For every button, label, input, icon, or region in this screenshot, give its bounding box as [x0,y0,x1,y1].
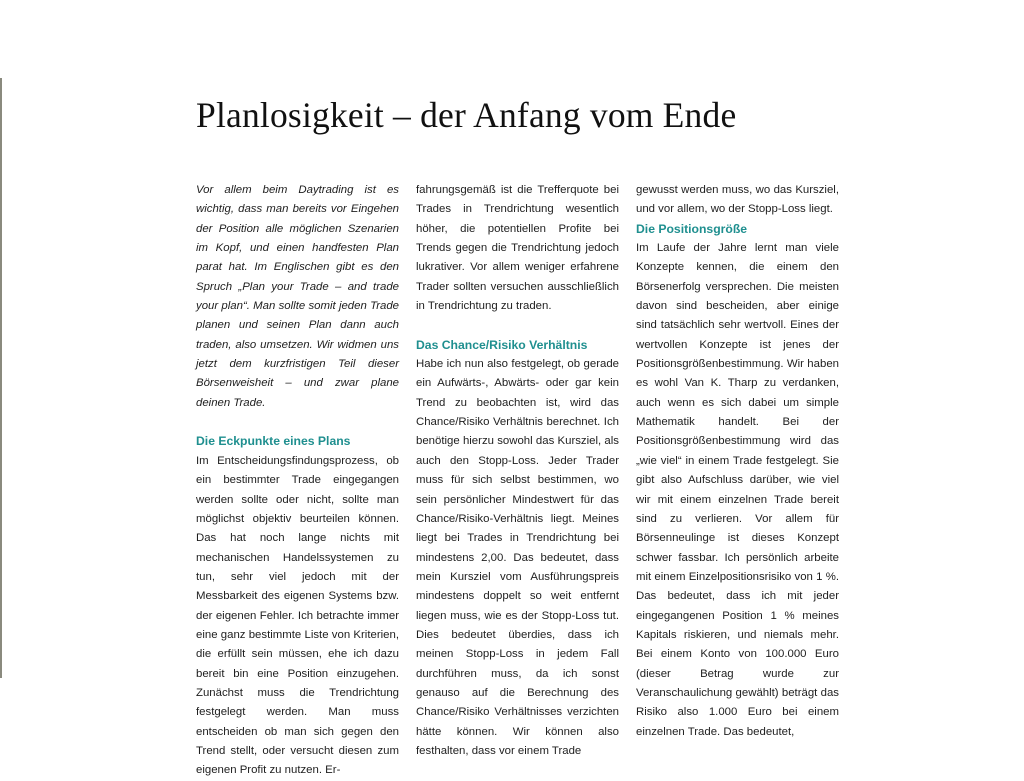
text-column-3 [636,181,839,742]
section-heading-eckpunkte: Die Eckpunkte eines Plans [196,434,351,449]
text-column-1 [196,181,399,781]
body-paragraph: Habe ich nun also festgelegt, ob gerade ein Aufwärts-, Abwärts- oder gar kein Trend zu beobachten ist, wird das Chance/Risiko Verhältnis berechnet. Ich benötige hierzu sowohl das Kursziel, als auch den Stopp-Loss. Jeder Trader muss für sich selbst bestimmen, wo sein persönlicher Mindestwert für das Chance/Risiko-Verhältnis liegt. Meines liegt bei Trades in Trendrichtung bei mindestens 2,00. Das bedeutet, dass mein Kursziel vom Ausführungspreis mindestens doppelt so weit entfernt liegen muss, wie es der Stopp-Loss tut. Dies bedeutet überdies, dass ich meinen Stopp-Loss in jedem Fall durchführen muss, da ich sonst genauso auf die Berechnung des Chance/Risiko Verhältnisses verzichten hätte können. Wir können also festhalten, dass vor einem Trade [416,358,619,757]
page-edge-line [0,78,2,678]
section-heading-positionsgroesse: Die Positionsgröße [636,221,748,236]
body-paragraph: Im Laufe der Jahre lernt man viele Konzepte kennen, die einem den Börsenerfolg versprechen. Die meisten davon sind bescheiden, aber einige sind tatsächlich sehr wertvoll. Eines der wertvollen Konzepte ist jenes der Positionsgrößenbestimmung. Wir haben es wohl Van K. Tharp zu verdanken, auch wenn es sich dabei um simple Mathematik handelt. Bei der Positionsgrößenbestimmung wird das „wie viel“ in einem Trade festgelegt. Sie gibt also Aufschluss darüber, wie viel wir mit einem einzelnen Trade bereit sind zu verlieren. Vor allem für Börsenneulinge ist dieses Konzept schwer fassbar. Ich persönlich arbeite mit einem Einzelpositionsrisiko von 1 %. Das bedeutet, dass ich mit jeder eingegangenen Position 1 % meines Kapitals riskieren, und niemals mehr. Bei einem Konto von 100.000 Euro (dieser Betrag wurde zur Veranschaulichung gewählt) beträgt das Risiko also 1.000 Euro bei einem einzelnen Trade. Das bedeutet, [636,242,839,738]
paragraph-gap [416,316,619,335]
text-column-2 [416,181,619,761]
page-title: Planlosigkeit – der Anfang vom Ende [196,95,737,135]
body-paragraph: Im Entscheidungsfindungsprozess, ob ein bestimmter Trade eingegangen werden sollte oder nicht, sollte man möglichst objektiv beurteilen können. Das hat noch lange nichts mit mechanischen Handelssystemen zu tun, sehr viel jedoch mit der Messbarkeit des eigenen Systems bzw. der eigenen Fehler. Ich betrachte immer eine ganz bestimmte Liste von Kriterien, die erfüllt sein müssen, ehe ich dazu bereit bin eine Position einzugehen. Zunächst muss die Trendrichtung festgelegt werden. Man muss entscheiden ob man sich gegen den Trend stellt, oder versucht diesen zum eigenen Profit zu nutzen. Er- [196,454,399,777]
body-paragraph: gewusst werden muss, wo das Kursziel, und vor allem, wo der Stopp-Loss liegt. [636,184,839,216]
paragraph-gap [196,413,399,432]
intro-paragraph: Vor allem beim Daytrading ist es wichtig, dass man bereits vor Eingehen der Position alle möglichen Szenarien im Kopf, und einen handfesten Plan parat hat. Im Englischen gibt es den Spruch „Plan your Trade – and trade your plan“. Man sollte somit jeden Trade planen und seinen Plan dann auch traden, also umsetzen. Wir widmen uns jetzt dem kurzfristigen Teil dieser Börsenweisheit – und zwar plane deinen Trade. [196,184,399,409]
section-heading-chance-risiko: Das Chance/Risiko Verhältnis [416,337,588,352]
body-paragraph: fahrungsgemäß ist die Trefferquote bei Trades in Trendrichtung wesentlich höher, die potentiellen Profite bei Trends gegen die Trendrichtung jedoch lukrativer. Vor allem weniger erfahrene Trader sollten versuchen ausschließlich in Trendrichtung zu traden. [416,184,619,313]
